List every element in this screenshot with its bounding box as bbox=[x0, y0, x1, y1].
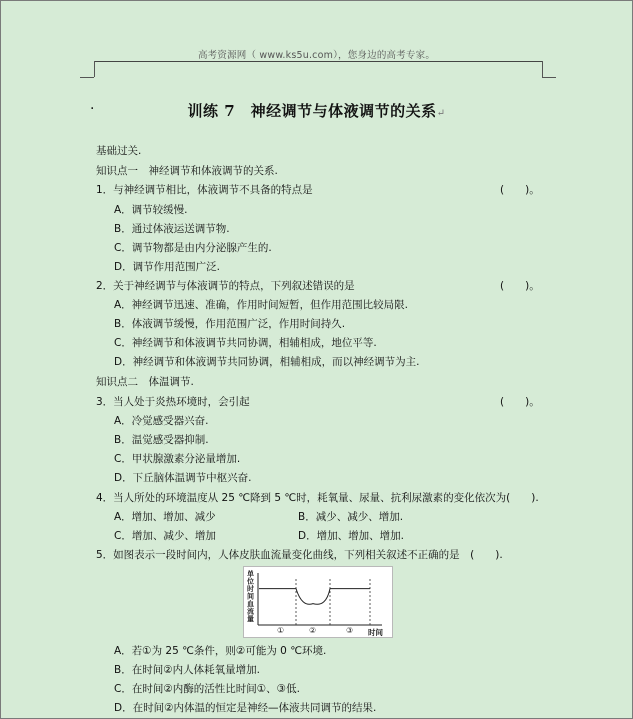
q1-answer-paren: ( )。 bbox=[500, 184, 540, 196]
q1-option-b: B．通过体液运送调节物. bbox=[114, 223, 230, 235]
y-axis-label-char: 流 bbox=[247, 606, 254, 616]
segment-label: ③ bbox=[346, 626, 354, 635]
page-header: 高考资源网（ www.ks5u.com），您身边的高考专家。 bbox=[197, 50, 436, 61]
q4-option-d: D．增加、增加、增加. bbox=[298, 530, 404, 542]
q5-stem: 5．如图表示一段时间内，人体皮肤血流量变化曲线，下列相关叙述不正确的是 ( ). bbox=[96, 549, 503, 561]
blood-flow-chart bbox=[243, 566, 393, 638]
header-rule bbox=[94, 61, 542, 62]
q1-stem: 1．与神经调节相比，体液调节不具备的特点是 bbox=[96, 184, 313, 196]
q2-option-b: B．体液调节缓慢，作用范围广泛，作用时间持久. bbox=[114, 318, 346, 330]
corner-mark-left bbox=[94, 61, 95, 77]
q2-answer-paren: ( )。 bbox=[500, 280, 540, 292]
section-basic: 基础过关. bbox=[96, 145, 142, 157]
q4-stem: 4．当人所处的环境温度从 25 ℃降到 5 ℃时，耗氧量、尿量、抗利尿激素的变化依次为( ). bbox=[96, 492, 539, 504]
q4-option-a: A．增加、增加、减少 bbox=[114, 511, 216, 523]
q2-option-a: A．神经调节迅速、准确，作用时间短暂，但作用范围比较局限. bbox=[114, 299, 409, 311]
q3-option-b: B．温觉感受器抑制. bbox=[114, 434, 209, 446]
document-title bbox=[0, 100, 633, 121]
q5-option-b: B．在时间②内人体耗氧量增加. bbox=[114, 664, 260, 676]
q5-option-d: D．在时间②内体温的恒定是神经—体液共同调节的结果. bbox=[114, 702, 377, 714]
q3-option-a: A．冷觉感受器兴奋. bbox=[114, 415, 209, 427]
y-axis-label-char: 位 bbox=[247, 576, 254, 586]
x-axis-label: 时间 bbox=[368, 628, 383, 637]
knowledge-point-2: 知识点二 体温调节. bbox=[96, 376, 194, 388]
title-text: 训练 7 神经调节与体液调节的关系 bbox=[187, 102, 437, 120]
q2-option-d: D．神经调节和体液调节共同协调，相辅相成，而以神经调节为主. bbox=[114, 356, 420, 368]
q5-option-c: C．在时间②内酶的活性比时间①、③低. bbox=[114, 683, 300, 695]
q3-answer-paren: ( )。 bbox=[500, 396, 540, 408]
y-axis-label-char: 时 bbox=[247, 584, 254, 593]
q4-option-c: C．增加、减少、增加 bbox=[114, 530, 216, 542]
title-bullet: · bbox=[90, 101, 95, 117]
q2-stem: 2．关于神经调节与体液调节的特点，下列叙述错误的是 bbox=[96, 280, 355, 292]
corner-mark-right-h bbox=[542, 77, 556, 78]
q4-option-b: B．减少、减少、增加. bbox=[298, 511, 404, 523]
q3-option-d: D．下丘脑体温调节中枢兴奋. bbox=[114, 472, 252, 484]
y-axis-label-char: 血 bbox=[247, 599, 254, 608]
corner-mark-left-h bbox=[80, 77, 94, 78]
q1-option-c: C．调节物都是由内分泌腺产生的. bbox=[114, 242, 272, 254]
q1-option-d: D．调节作用范围广泛. bbox=[114, 261, 220, 273]
chart-svg bbox=[244, 567, 392, 637]
q1-option-a: A．调节较缓慢. bbox=[114, 204, 188, 216]
q5-option-a: A．若①为 25 ℃条件，则②可能为 0 ℃环境. bbox=[114, 645, 327, 657]
q3-option-c: C．甲状腺激素分泌量增加. bbox=[114, 453, 241, 465]
q2-option-c: C．神经调节和体液调节共同协调，相辅相成，地位平等. bbox=[114, 337, 377, 349]
y-axis-label-char: 单 bbox=[247, 569, 254, 578]
corner-mark-right bbox=[542, 61, 543, 77]
q3-stem: 3．当人处于炎热环境时，会引起 bbox=[96, 396, 250, 408]
blood-flow-line bbox=[259, 589, 370, 605]
knowledge-point-1: 知识点一 神经调节和体液调节的关系. bbox=[96, 165, 278, 177]
segment-label: ① bbox=[277, 626, 285, 635]
segment-label: ② bbox=[309, 626, 317, 635]
y-axis-label-char: 间 bbox=[247, 591, 254, 601]
paragraph-mark: ↵ bbox=[436, 108, 446, 119]
y-axis-label-char: 量 bbox=[247, 614, 254, 623]
